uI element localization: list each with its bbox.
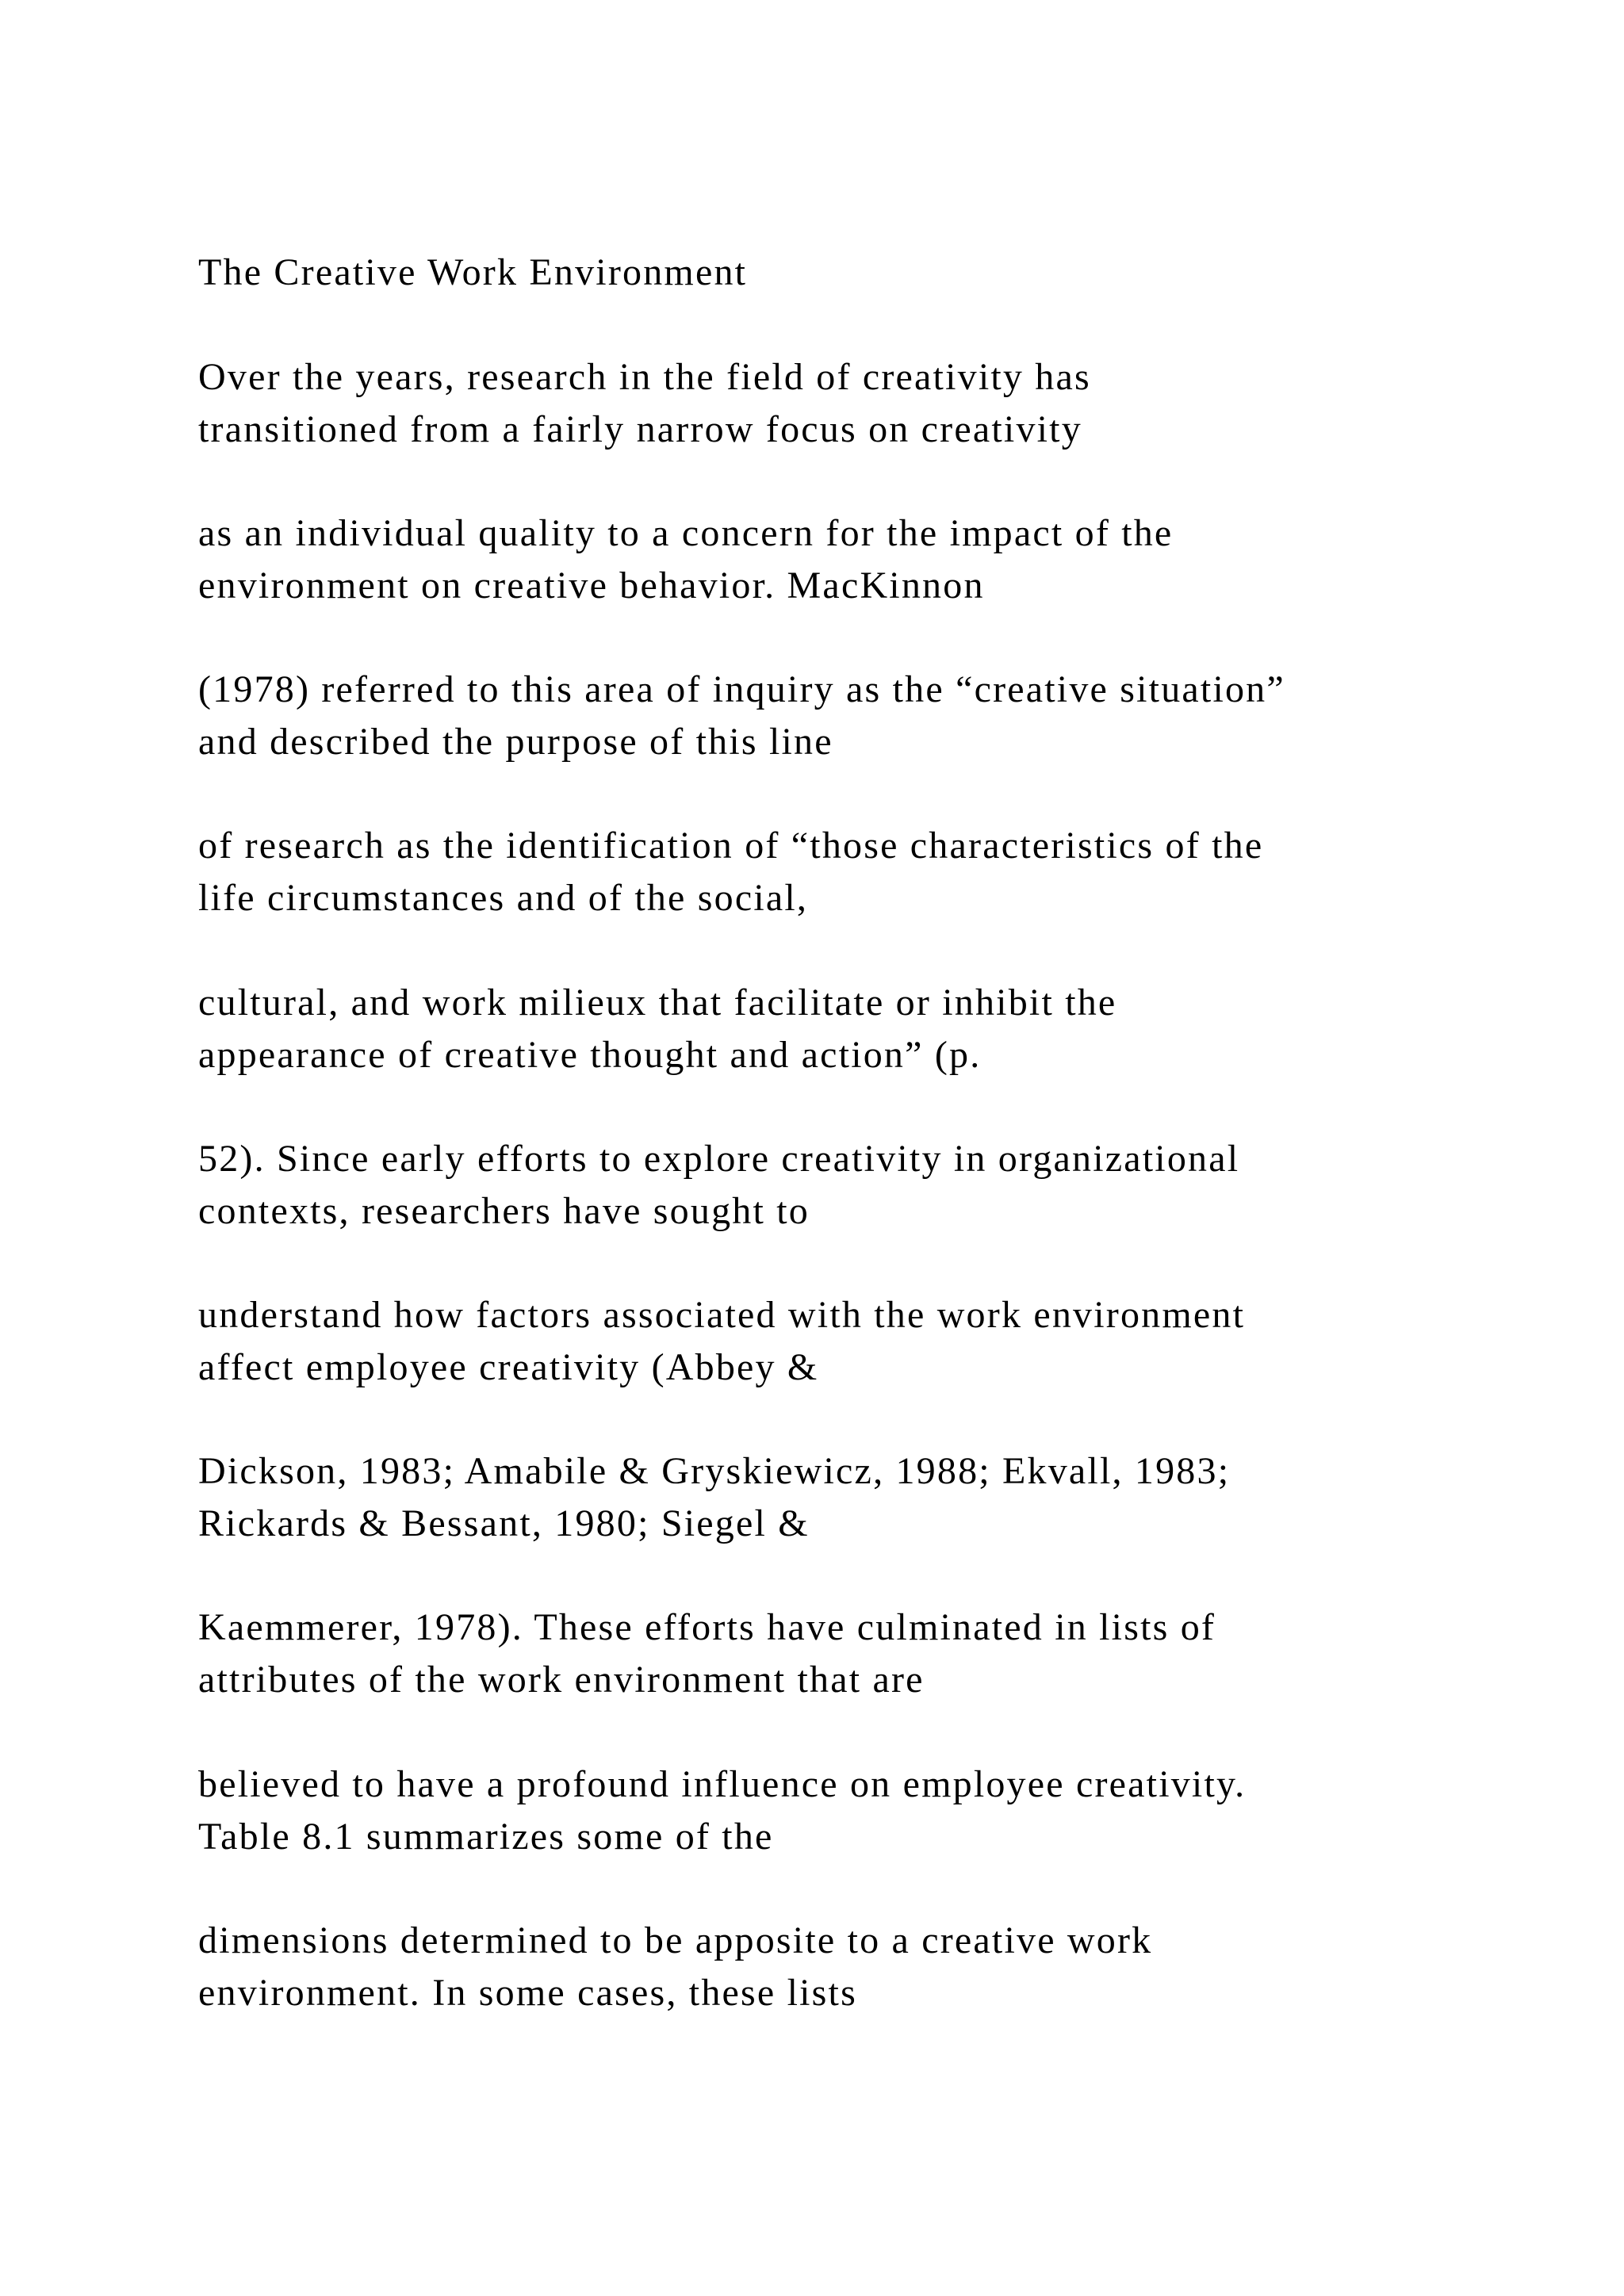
paragraph-4 <box>198 820 1546 924</box>
paragraph-2 <box>198 507 1546 612</box>
paragraph-line: and described the purpose of this line <box>198 721 833 763</box>
paragraph-line: contexts, researchers have sought to <box>198 1190 810 1232</box>
paragraph-line: Rickards & Bessant, 1980; Siegel & <box>198 1502 810 1544</box>
paragraph-line: appearance of creative thought and action” (p. <box>198 1034 982 1076</box>
paragraph-line: of research as the identification of “those characteristics of the <box>198 825 1264 867</box>
paragraph-line: life circumstances and of the social, <box>198 877 809 919</box>
paragraph-6 <box>198 1133 1546 1238</box>
paragraph-line: affect employee creativity (Abbey & <box>198 1346 819 1388</box>
paragraph-line: cultural, and work milieux that facilitate or inhibit the <box>198 982 1117 1024</box>
paragraph-line: Table 8.1 summarizes some of the <box>198 1816 774 1858</box>
paragraph-line: Over the years, research in the field of creativity has <box>198 356 1091 398</box>
paragraph-line: (1978) referred to this area of inquiry as the “creative situation” <box>198 668 1285 710</box>
paragraph-line: transitioned from a fairly narrow focus on creativity <box>198 408 1082 450</box>
paragraph-10 <box>198 1758 1546 1863</box>
paragraph-3 <box>198 664 1546 768</box>
paragraph-line: 52). Since early efforts to explore creativity in organizational <box>198 1138 1240 1180</box>
paragraph-7 <box>198 1289 1546 1394</box>
paragraph-line: Kaemmerer, 1978). These efforts have culminated in lists of <box>198 1606 1216 1648</box>
title-line: The Creative Work Environment <box>198 251 748 293</box>
paragraph-8 <box>198 1445 1546 1550</box>
paragraph-5 <box>198 977 1546 1081</box>
paragraph-line: understand how factors associated with the work environment <box>198 1294 1246 1336</box>
paragraph-line: as an individual quality to a concern for the impact of the <box>198 512 1174 554</box>
document-title <box>198 247 1546 299</box>
paragraph-line: believed to have a profound influence on employee creativity. <box>198 1763 1247 1805</box>
paragraph-line: attributes of the work environment that are <box>198 1659 925 1701</box>
paragraph-9 <box>198 1601 1546 1706</box>
paragraph-line: dimensions determined to be apposite to a creative work <box>198 1919 1153 1961</box>
paragraph-1 <box>198 351 1546 456</box>
paragraph-line: environment on creative behavior. MacKinnon <box>198 564 985 607</box>
paragraph-11 <box>198 1915 1546 2019</box>
paragraph-line: environment. In some cases, these lists <box>198 1972 857 2014</box>
paragraph-line: Dickson, 1983; Amabile & Gryskiewicz, 1988; Ekvall, 1983; <box>198 1450 1231 1492</box>
